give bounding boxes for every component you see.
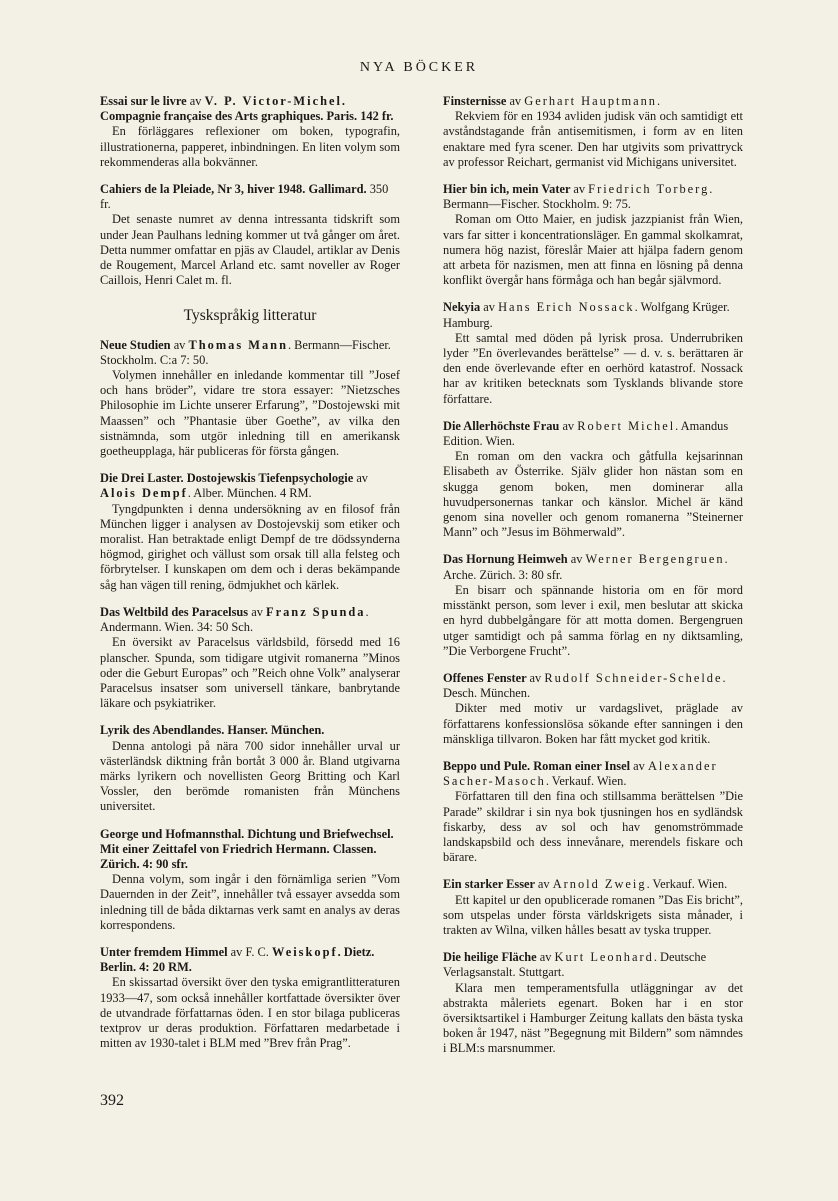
book-review [443, 419, 743, 541]
book-heading: Finsternisse av Gerhart Hauptmann. [443, 94, 661, 108]
section-title: Tyskspråkig litteratur [183, 307, 317, 325]
book-review [443, 671, 743, 747]
book-description: Författaren till den fina och stillsamma berättelsen ”Die Parade” skildrar i sin nya bok tjusningen hos en sydländsk fiskarby, dess av sol och hav genomströmmade landskapsbild och dess innevånare, merendels fiskare och bärare. [443, 789, 743, 865]
book-heading: Cahiers de la Pleiade, Nr 3, hiver 1948. Gallimard. 350 fr. [100, 182, 389, 212]
book-description: En bisarr och spännande historia om en för mord misstänkt person, som lever i exil, men beslutar att skicka en hyrd dubbelgångare för att motta domen. Bergengruen utger samtidigt och på samma förlag en ny diktsamling, ”Die Verborgene Frucht”. [443, 582, 743, 658]
book-description: Denna antologi på nära 700 sidor innehåller urval ur västerländsk diktning från bortåt 3 000 år. Bland utgivarna märks lyrikern och novellisten Georg Britting och Karl Vossler, den berömde romanisten från Münchens universitet. [100, 738, 400, 814]
left-column [100, 94, 400, 1063]
book-review [100, 94, 400, 170]
book-description: Det senaste numret av denna intressanta tidskrift som under Jean Paulhans ledning kommer ut två gånger om året. Detta nummer omfattar en pjäs av Claudel, artiklar av Denis de Rougement, Marcel Arland etc. samt noveller av Roger Caillois, Henri Calet m. fl. [100, 212, 400, 288]
book-description: En roman om den vackra och gåtfulla kejsarinnan Elisabeth av Österrike. Själv glider hon nästan som en skugga genom boken, men dominerar alla huvudpersonernas tankar och känslor. Michel är känd genom sina noveller och genom romanerna ”Steinerner Mann” och ”Jesus im Böhmerwald”. [443, 449, 743, 540]
page-number: 392 [100, 1092, 124, 1109]
book-heading: Beppo und Pule. Roman einer Insel av Alexander Sacher-Masoch. Verkauf. Wien. [443, 758, 718, 789]
book-review [100, 827, 400, 933]
book-heading: Nekyia av Hans Erich Nossack. Wolfgang Krüger. Hamburg. [443, 300, 730, 330]
book-description: Tyngdpunkten i denna undersökning av en filosof från München ligger i analysen av Dostojevskij som etiker och moralist. Han betraktade enligt Dempf de tre dödssynderna högmod, girighet och vällust som orsak till alla felsteg och förbrytelser. I kunskapen om dem och i deras bekämpande såg han vägen till rening, ödmjukhet och kärlek. [100, 501, 400, 592]
book-description: En översikt av Paracelsus världsbild, försedd med 16 planscher. Spunda, som tidigare utgivit romanerna ”Minos oder die Geburt Europas” och ”Reich ohne Volk” analyserar Paracelsus insatser som universell tänkare, banbrytande läkare och psykiatriker. [100, 635, 400, 711]
book-heading: Das Weltbild des Paracelsus av Franz Spunda. Andermann. Wien. 34: 50 Sch. [100, 604, 369, 635]
book-description: Rekviem för en 1934 avliden judisk vän och samtidigt ett avståndstagande från antisemitismen, i form av en liten enaktare med fyra scener. Den har utgivits som privattryck av professor Reichart, germanist vid Michigans universitet. [443, 109, 743, 169]
book-review [443, 94, 743, 170]
book-review [100, 471, 400, 593]
book-review [443, 552, 743, 658]
book-heading: Die Allerhöchste Frau av Robert Michel. Amandus Edition. Wien. [443, 418, 729, 449]
book-review [100, 182, 400, 288]
running-head: NYA BÖCKER [359, 60, 479, 75]
book-review [100, 338, 400, 460]
book-heading: Die heilige Fläche av Kurt Leonhard. Deutsche Verlagsanstalt. Stuttgart. [443, 950, 707, 980]
book-review [100, 945, 400, 1051]
book-heading: Neue Studien av Thomas Mann. Bermann—Fischer. Stockholm. C:a 7: 50. [100, 337, 391, 367]
book-review [443, 950, 743, 1056]
book-heading: Das Hornung Heimweh av Werner Bergengruen. Arche. Zürich. 3: 80 sfr. [443, 552, 728, 582]
book-heading: Essai sur le livre av V. P. Victor-Michel. Compagnie française des Arts graphiques. Paris. 142 fr. [100, 94, 394, 124]
book-description: Ett samtal med döden på lyrisk prosa. Underrubriken lyder ”En överlevandes berättelse” — d. v. s. berättaren är den ende överlevande efter en oerhörd katastrof. Nossack har av kritiken betecknats som Tysklands blivande store författare. [443, 330, 743, 406]
book-heading: Unter fremdem Himmel av F. C. Weiskopf. Dietz. Berlin. 4: 20 RM. [100, 944, 375, 975]
book-description: Dikter med motiv ur vardagslivet, präglade av författarens konfessionslösa sökande efter sanningen i den mänskliga tillvaron. Boken har fått mycket god kritik. [443, 701, 743, 746]
book-review [443, 300, 743, 406]
book-review [443, 182, 743, 288]
right-column [443, 94, 743, 1069]
book-description: Ett kapitel ur den opublicerade romanen ”Das Eis bricht”, som utspelas under första världskrigets sista månader, i trakten av Wilna, vilken hålles besatt av tyska trupper. [443, 892, 743, 937]
book-description: Roman om Otto Maier, en judisk jazzpianist från Wien, vars far sitter i koncentrationsläger. En gammal skolkamrat, numera hög nazist, föreslår Maier att hjälpa fadern genom att arbeta för nazismen, men att finna en lösning på denna konflikt övergår hans förmåga och han begår självmord. [443, 212, 743, 288]
book-review [443, 759, 743, 865]
book-heading: Hier bin ich, mein Vater av Friedrich Torberg. Bermann—Fischer. Stockholm. 9: 75. [443, 182, 713, 212]
book-description: Denna volym, som ingår i den förnämliga serien ”Vom Dauernden in der Zeit”, innehåller två essayer avsedda som inledning till de båda diktarnas verk samt en analys av deras korrespondens. [100, 872, 400, 932]
book-heading: George und Hofmannsthal. Dichtung und Briefwechsel. Mit einer Zeittafel von Friedrich Hermann. Classen. Zürich. 4: 90 sfr. [100, 826, 394, 871]
book-heading: Ein starker Esser av Arnold Zweig. Verkauf. Wien. [443, 877, 728, 892]
book-heading: Die Drei Laster. Dostojewskis Tiefenpsychologie av Alois Dempf. Alber. München. 4 RM. [100, 471, 369, 501]
book-review [443, 877, 743, 938]
book-heading: Offenes Fenster av Rudolf Schneider-Schelde. Desch. München. [443, 670, 726, 701]
book-description: En förläggares reflexioner om boken, typografin, illustrationerna, papperet, inbindningen. En liten volym som rekommenderas alla bokvänner. [100, 124, 400, 169]
book-review [100, 605, 400, 711]
book-review [100, 723, 400, 814]
book-description: Volymen innehåller en inledande kommentar till ”Josef och hans bröder”, vidare tre stora essayer: ”Nietzsches Philosophie im Lichte unserer Erfarung”, ”Dostojewski mit Maassen” och ”Phantasie über Goethe”, av vilka den sistnämnda, som utgör inledning till en amerikansk goetheupplaga, här publiceras för första gången. [100, 368, 400, 459]
book-description: En skissartad översikt över den tyska emigrantlitteraturen 1933—47, som också innehåller kortfattade översikter över de utvandrade författarnas öden. I en stor bilaga publiceras textprov ur deras produktion. Författaren medarbetade i mitten av 1930-talet i BLM med ”Brev från Prag”. [100, 975, 400, 1051]
book-heading: Lyrik des Abendlandes. Hanser. München. [100, 723, 325, 738]
book-description: Klara men temperamentsfulla utläggningar av det abstrakta måleriets egenart. Boken har i en stor översiktsartikel i Hamburger Zeitung kallats den bästa tyska boken år 1947, näst ”Begegnung mit Bildern” som nämndes i BLM:s marsnummer. [443, 980, 743, 1056]
